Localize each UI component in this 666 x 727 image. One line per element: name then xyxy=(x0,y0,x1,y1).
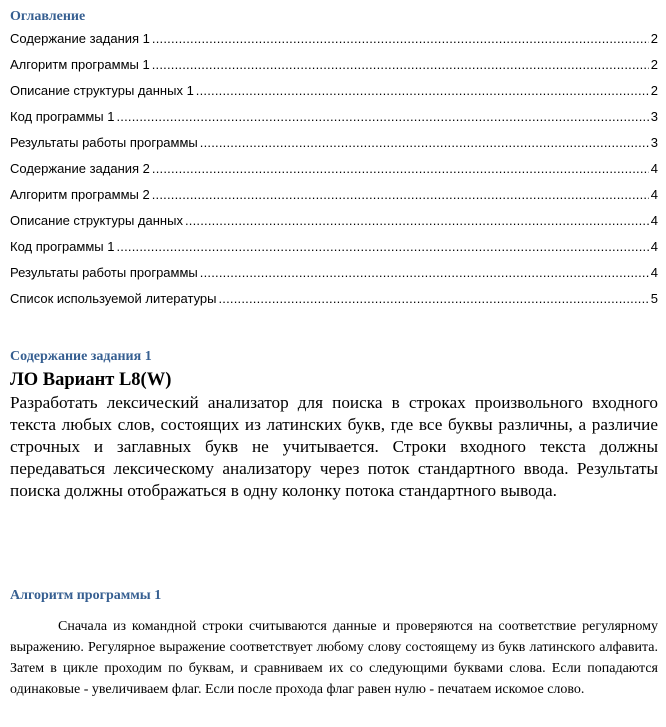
toc-item-label: Код программы 1 xyxy=(10,239,115,254)
toc-item-label: Код программы 1 xyxy=(10,109,115,124)
section1-heading: Содержание задания 1 xyxy=(10,349,152,364)
toc-item-page: 2 xyxy=(650,57,658,72)
toc-item[interactable] xyxy=(10,260,658,286)
toc-dot-leader xyxy=(219,286,649,312)
toc-item[interactable] xyxy=(10,104,658,130)
toc-item[interactable] xyxy=(10,26,658,52)
toc-item[interactable] xyxy=(10,130,658,156)
toc-item-label: Содержание задания 2 xyxy=(10,161,150,176)
table-of-contents xyxy=(10,26,658,312)
toc-item-page: 2 xyxy=(650,31,658,46)
toc-item-page: 2 xyxy=(650,83,658,98)
toc-dot-leader xyxy=(152,52,649,78)
toc-item[interactable] xyxy=(10,78,658,104)
toc-dot-leader xyxy=(196,78,649,104)
toc-dot-leader xyxy=(185,208,649,234)
toc-item-label: Описание структуры данных xyxy=(10,213,183,228)
toc-dot-leader xyxy=(200,260,649,286)
toc-item-label: Результаты работы программы xyxy=(10,135,198,150)
toc-dot-leader xyxy=(152,182,649,208)
toc-item-label: Результаты работы программы xyxy=(10,265,198,280)
algorithm-description: Сначала из командной строки считываются данные и проверяются на соответствие регулярному выражению. Регулярное выражение соответствует любому слову состоящему из букв латинского алфавита. Затем в цикле проходим по буквам, и сравниваем их со следующими буквами слова. Если попадаются одинаковые - увеличиваем флаг. Если после прохода флаг равен нулю - печатаем искомое слово. xyxy=(10,619,658,697)
toc-item[interactable] xyxy=(10,286,658,312)
task-description: Разработать лексический анализатор для поиска в строках произвольного входного текста любых слов, состоящих из латинских букв, где все буквы различны, а различие строчных и заглавных букв не учитывается. Строки входного текста должны передаваться лексическому анализатору через поток стандартного ввода. Результаты поиска должны отображаться в одну колонку потока стандартного вывода. xyxy=(10,393,658,500)
toc-item-page: 4 xyxy=(650,187,658,202)
toc-item[interactable] xyxy=(10,208,658,234)
toc-item-label: Описание структуры данных 1 xyxy=(10,83,194,98)
toc-item[interactable] xyxy=(10,182,658,208)
toc-item-page: 3 xyxy=(650,135,658,150)
toc-item-page: 4 xyxy=(650,161,658,176)
toc-item-label: Алгоритм программы 2 xyxy=(10,187,150,202)
toc-item-label: Список используемой литературы xyxy=(10,291,217,306)
toc-title: Оглавление xyxy=(10,9,86,24)
section2-heading: Алгоритм программы 1 xyxy=(10,588,162,603)
toc-dot-leader xyxy=(152,156,649,182)
toc-dot-leader xyxy=(116,234,648,260)
toc-item[interactable] xyxy=(10,52,658,78)
variant-title: ЛО Вариант L8(W) xyxy=(10,370,172,390)
toc-dot-leader xyxy=(116,104,648,130)
toc-item[interactable] xyxy=(10,156,658,182)
toc-item-label: Содержание задания 1 xyxy=(10,31,150,46)
toc-item-page: 4 xyxy=(650,213,658,228)
toc-item-page: 5 xyxy=(650,291,658,306)
toc-dot-leader xyxy=(200,130,649,156)
toc-item-page: 3 xyxy=(650,109,658,124)
toc-dot-leader xyxy=(152,26,649,52)
toc-item-page: 4 xyxy=(650,265,658,280)
toc-item-page: 4 xyxy=(650,239,658,254)
toc-item-label: Алгоритм программы 1 xyxy=(10,57,150,72)
toc-item[interactable] xyxy=(10,234,658,260)
